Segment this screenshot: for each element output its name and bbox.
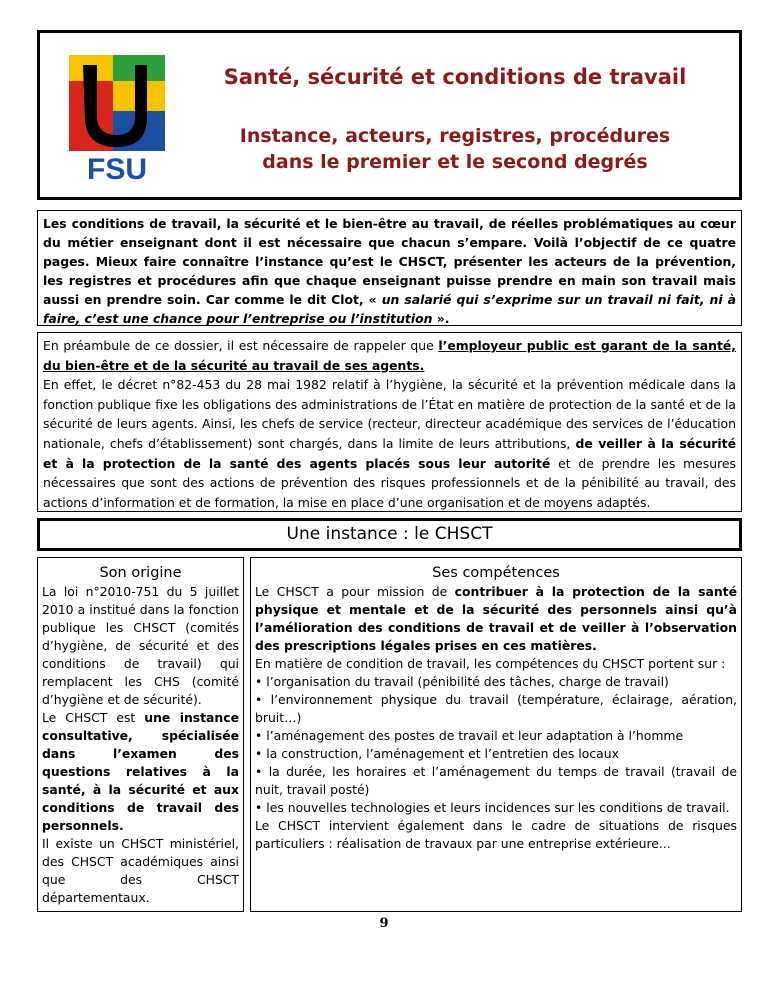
page-number: 9: [379, 916, 389, 931]
intro-box: [37, 210, 742, 326]
origine-p3: Il existe un CHSCT ministériel, des CHSCT académiques ainsi que des CHSCT départementaux.: [42, 836, 239, 905]
origine-column: [37, 557, 244, 912]
intro-text: Les conditions de travail, la sécurité et le bien-être au travail, de réelles problématiques au cœur du métier enseignant dont il est nécessaire que chacun s’empare. Voilà l’objectif de ce quatre pages. Mieux faire connaître l’instance qu’est le CHSCT, présenter les acteurs de la prévention, les registres et procédures afin que chaque enseignant puisse prendre en main son travail mais aussi en prendre soin. Car comme le dit Clot, «: [43, 216, 736, 307]
subtitle-line-1: Instance, acteurs, registres, procédures: [239, 125, 671, 147]
preamble-box: [37, 332, 742, 512]
competences-heading: Ses compétences: [432, 565, 560, 581]
preamble-start: En préambule de ce dossier, il est nécessaire de rappeler que: [43, 338, 439, 353]
header-box: [37, 30, 742, 200]
fsu-logo: [69, 55, 165, 183]
logo-text: FSU: [87, 153, 147, 183]
list-item: • l’environnement physique du travail (température, éclairage, aération, bruit…): [255, 692, 737, 725]
list-item: • l’organisation du travail (pénibilité des tâches, charge de travail): [255, 674, 669, 689]
section-title: Une instance : le CHSCT: [37, 518, 742, 551]
intro-end: ».: [432, 311, 450, 326]
competences-list: [255, 673, 737, 817]
origine-p2-start: Le CHSCT est: [42, 710, 145, 725]
list-item: • la durée, les horaires et l’aménagement du temps de travail (travail de nuit, travail posté): [255, 764, 737, 797]
competences-p3: Le CHSCT intervient également dans le cadre de situations de risques particuliers : réalisation de travaux par une entreprise extérieure...: [255, 818, 737, 851]
origine-p2-bold: une instance consultative, spécialisée dans l’examen des questions relatives à la santé, à la sécurité et aux conditions de travail des personnels.: [42, 710, 239, 833]
competences-p2: En matière de condition de travail, les compétences du CHSCT portent sur :: [255, 656, 726, 671]
preamble-body: En effet, le décret n°82-453 du 28 mai 1982 relatif à l’hygiène, la sécurité et la prévention médicale dans la fonction publique fixe les obligations des administrations de l’État en matière de protection de la santé et de la sécurité de leurs agents. Ainsi, les chefs de service (recteur, directeur académique des services de l’éducation nationale, chefs d’établissement) sont chargés, dans la limite de leurs attributions,: [43, 377, 736, 451]
preamble-end: et de prendre les mesures nécessaires que sont des actions de prévention des risques professionnels et de la pénibilité au travail, des actions d’information et de formation, la mise en place d’une organisation et de moyens adaptés.: [43, 455, 736, 510]
origine-heading: Son origine: [99, 565, 182, 581]
page-subtitle: [190, 123, 720, 175]
preamble-underlined: l’employeur public est garant de la santé, du bien-être et de la sécurité au travail de ses agents.: [43, 338, 736, 373]
competences-p1-start: Le CHSCT a pour mission de: [255, 584, 455, 599]
origine-p1: La loi n°2010-751 du 5 juillet 2010 a institué dans la fonction publique les CHSCT (comités d’hygiène, de sécurité et des conditions de travail) qui remplacent les CHS (comité d’hygiène et de sécurité).: [42, 584, 239, 707]
list-item: • les nouvelles technologies et leurs incidences sur les conditions de travail.: [255, 800, 730, 815]
page-title: Santé, sécurité et conditions de travail: [223, 65, 687, 89]
intro-quote: un salarié qui s’exprime sur un travail ni fait, ni à faire, c’est une chance pour l’entreprise ou l’institution: [43, 292, 736, 326]
list-item: • la construction, l’aménagement et l’entretien des locaux: [255, 746, 619, 761]
preamble-bold: de veiller à la sécurité et à la protection de la santé des agents placés sous leur autorité: [43, 435, 736, 471]
competences-p1-bold: contribuer à la protection de la santé physique et mentale et de la sécurité des personnels ainsi qu’à l’amélioration des conditions de travail et de veiller à l’observation des prescriptions légales prises en ces matières.: [255, 584, 737, 653]
list-item: • l’aménagement des postes de travail et leur adaptation à l’homme: [255, 728, 684, 743]
competences-column: [250, 557, 742, 912]
subtitle-line-2: dans le premier et le second degrés: [262, 151, 648, 173]
